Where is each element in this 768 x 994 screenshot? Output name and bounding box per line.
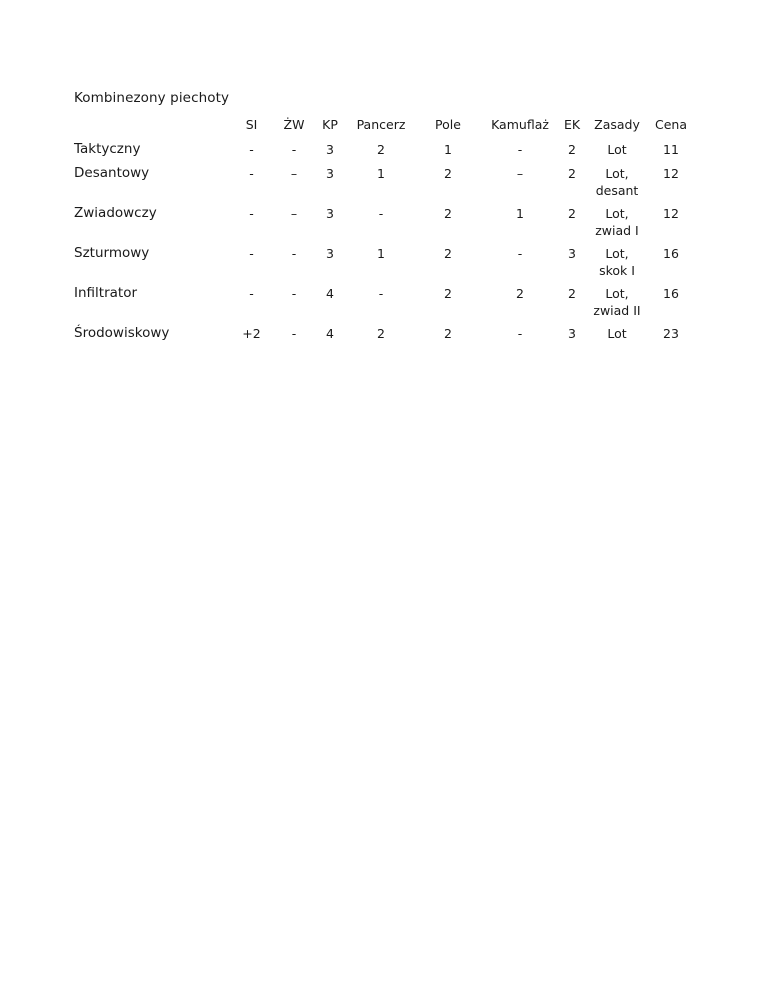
zw-cell: - [291, 326, 297, 341]
zasady-line: Lot, [605, 166, 629, 181]
zasady-cell [589, 323, 645, 347]
zasady-line: Lot, [605, 286, 629, 301]
zasady-cell [589, 139, 645, 163]
table-row [74, 323, 697, 347]
cena-cell: 12 [663, 206, 679, 221]
zasady-line: Lot, [605, 206, 629, 221]
si-cell: - [249, 166, 254, 181]
zasady-line: Lot [607, 142, 627, 157]
zasady-line: desant [595, 183, 639, 198]
kp-cell: 4 [326, 326, 334, 341]
kp-cell: 3 [326, 166, 334, 181]
header-cell-ek: EK [563, 117, 581, 132]
pancerz-cell: 2 [377, 142, 385, 157]
kamuflaz-cell: - [517, 246, 523, 261]
pancerz-cell: - [378, 206, 384, 221]
row-name-cell: Taktyczny [74, 141, 141, 157]
pancerz-cell: 1 [377, 166, 385, 181]
kamuflaz-cell: - [517, 326, 523, 341]
header-cell-pancerz: Pancerz [356, 117, 406, 132]
row-name-cell: Infiltrator [74, 285, 138, 301]
cena-cell: 11 [663, 142, 679, 157]
zw-cell: - [291, 246, 297, 261]
pole-cell: 2 [444, 166, 452, 181]
si-cell: - [249, 286, 254, 301]
header-cell-kamuflaz: Kamuflaż [491, 117, 549, 132]
pancerz-cell: - [378, 286, 384, 301]
table-row [74, 243, 697, 283]
pole-cell: 1 [444, 142, 452, 157]
ek-cell: 2 [568, 142, 576, 157]
ek-cell: 2 [568, 166, 576, 181]
infantry-suits-table [74, 114, 697, 347]
document-title: Kombinezony piechoty [74, 90, 230, 106]
zw-cell: - [291, 142, 297, 157]
si-cell: +2 [242, 326, 261, 341]
pancerz-cell: 2 [377, 326, 385, 341]
zw-cell: - [291, 286, 297, 301]
zasady-line: skok I [599, 263, 635, 278]
ek-cell: 3 [568, 326, 576, 341]
si-cell: - [249, 206, 254, 221]
cena-cell: 12 [663, 166, 679, 181]
kp-cell: 3 [326, 246, 334, 261]
pole-cell: 2 [444, 206, 452, 221]
kp-cell: 3 [326, 206, 334, 221]
ek-cell: 3 [568, 246, 576, 261]
pole-cell: 2 [444, 246, 452, 261]
header-cell-zw: ŻW [283, 117, 305, 132]
table-row [74, 283, 697, 323]
row-name-cell: Desantowy [74, 165, 150, 181]
zasady-cell [589, 243, 645, 283]
pole-cell: 2 [444, 326, 452, 341]
header-cell-kp: KP [322, 117, 338, 132]
table-row [74, 163, 697, 203]
si-cell: - [249, 142, 254, 157]
kamuflaz-cell: 1 [516, 206, 524, 221]
zasady-line: zwiad II [593, 303, 641, 318]
header-cell-name [74, 114, 224, 139]
cena-cell: 16 [663, 286, 679, 301]
zasady-line: zwiad I [595, 223, 639, 238]
table-row [74, 203, 697, 243]
header-cell-cena: Cena [654, 117, 687, 132]
zasady-cell [589, 203, 645, 243]
zasady-line: Lot [607, 326, 627, 341]
row-name-cell: Środowiskowy [74, 325, 170, 341]
zw-cell: – [290, 206, 298, 221]
header-cell-zasady: Zasady [594, 117, 640, 132]
zasady-cell [589, 163, 645, 203]
kamuflaz-cell: 2 [516, 286, 524, 301]
cena-cell: 23 [663, 326, 679, 341]
zw-cell: – [290, 166, 298, 181]
row-name-cell: Zwiadowczy [74, 205, 157, 221]
ek-cell: 2 [568, 286, 576, 301]
table-header-row [74, 114, 697, 139]
si-cell: - [249, 246, 254, 261]
header-cell-pole: Pole [435, 117, 461, 132]
header-cell-si: SI [245, 117, 258, 132]
zasady-cell [589, 283, 645, 323]
pole-cell: 2 [444, 286, 452, 301]
zasady-line: Lot, [605, 246, 629, 261]
kamuflaz-cell: – [516, 166, 524, 181]
kp-cell: 3 [326, 142, 334, 157]
kamuflaz-cell: - [517, 142, 523, 157]
cena-cell: 16 [663, 246, 679, 261]
ek-cell: 2 [568, 206, 576, 221]
row-name-cell: Szturmowy [74, 245, 150, 261]
kp-cell: 4 [326, 286, 334, 301]
pancerz-cell: 1 [377, 246, 385, 261]
table-row [74, 139, 697, 163]
